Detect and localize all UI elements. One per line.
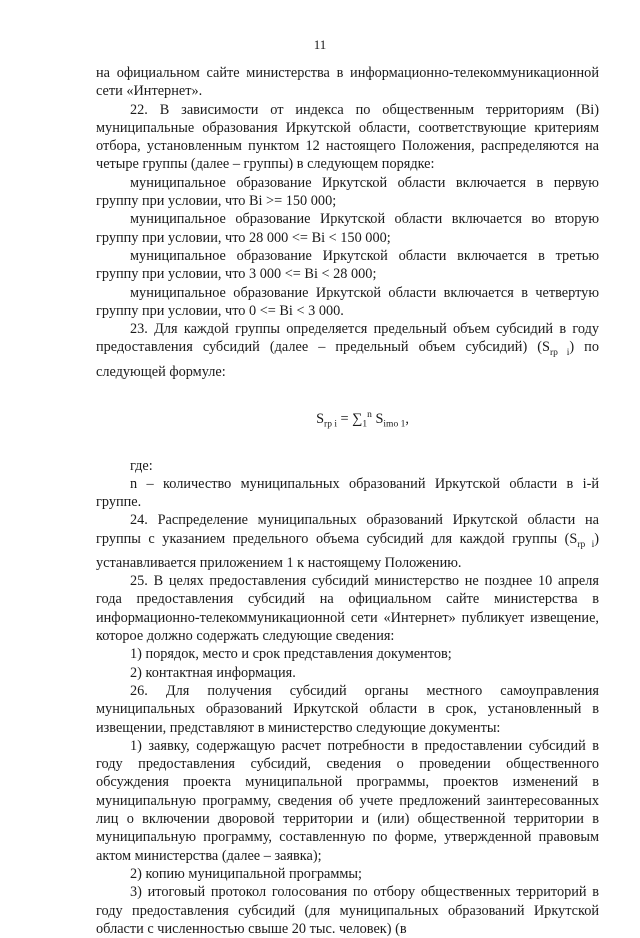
formula-sum-lower: 1: [362, 419, 368, 430]
paragraph-22: 22. В зависимости от индекса по общественным территориям (Bi) муниципальные образования Иркутской области, соответствующие критериям отбора, установленным пунктом 12 настоящего Положения, распределяются на четыре группы (далее – группы) в следующем порядке:: [96, 101, 599, 173]
paragraph-24-text-a: 24. Распределение муниципальных образований Иркутской области на группы с указанием предельного объема субсидий для каждой группы (S: [96, 512, 599, 547]
paragraph-24-subscript: rp i: [577, 539, 595, 550]
paragraph-23-text-b: ) по следующей формуле:: [96, 339, 599, 380]
paragraph-23-text-a: 23. Для каждой группы определяется предельный объем субсидий в году предоставления субсидий (далее – предельный объем субсидий) (S: [96, 321, 599, 356]
group-2-condition: муниципальное образование Иркутской области включается во вторую группу при условии, что 28 000 <= Bi < 150 000;: [96, 211, 599, 246]
paragraph-26-item-3: 3) итоговый протокол голосования по отбору общественных территорий в году предоставления субсидий (для муниципальных образований Иркутской области с численностью свыше 20 тыс. человек) (в: [96, 884, 599, 937]
formula-sum-upper: n: [367, 409, 372, 420]
paragraph-25: 25. В целях предоставления субсидий министерство не позднее 10 апреля года предоставления субсидий на официальном сайте министерства в информационно-телекоммуникационной сети «Интернет» публикует извещение, которое должно содержать следующие сведения:: [96, 573, 599, 645]
formula-where: где:: [130, 457, 153, 474]
group-3-condition: муниципальное образование Иркутской области включается в третью группу при условии, что 3 000 <= Bi < 28 000;: [96, 247, 599, 283]
document-body: [96, 64, 599, 938]
group-1-condition: муниципальное образование Иркутской области включается в первую группу при условии, что Bi >= 150 000;: [96, 174, 599, 210]
formula-sum: = ∑: [336, 410, 363, 427]
paragraph-26: 26. Для получения субсидий органы местного самоуправления муниципальных образований Иркутской области в срок, установленный в извещении, представляют в министерство следующие документы:: [96, 682, 599, 736]
paragraph-26-item-2: 2) копию муниципальной программы;: [130, 865, 362, 882]
page-number: 11: [313, 37, 327, 52]
paragraph-24: [96, 511, 599, 572]
formula-rhs: S: [371, 410, 384, 427]
formula-tail: ,: [405, 410, 409, 427]
formula-lhs: S: [316, 410, 325, 427]
paragraph-25-item-1: 1) порядок, место и срок представления документов;: [130, 646, 452, 663]
paragraph-24-text-b: ) устанавливается приложением 1 к настоящему Положению.: [96, 530, 599, 571]
paragraph-23-subscript: rp i: [549, 348, 570, 359]
formula-n-definition: n – количество муниципальных образований Иркутской области в i-й группе.: [96, 475, 599, 511]
formula-rhs-sub: imo 1: [383, 419, 406, 430]
limit-formula: [96, 405, 599, 435]
paragraph-23: [96, 320, 599, 381]
formula-lhs-sub: rp i: [324, 419, 337, 430]
paragraph-26-item-1: 1) заявку, содержащую расчет потребности в предоставлении субсидий в году предоставления субсидий, сведения о проведении общественного обсуждения проекта муниципальной программы, проектов изменений в муниципальную программу, сведения об учете предложений заинтересованных лиц о включении дворовой территории и (или) общественной территории в муниципальную программу, составленную по форме, утвержденной правовым актом министерства (далее – заявка);: [96, 737, 599, 864]
paragraph-25-item-2: 2) контактная информация.: [130, 664, 296, 681]
paragraph-21-continuation: на официальном сайте министерства в информационно-телекоммуникационной сети «Интернет».: [96, 65, 599, 100]
group-4-condition: муниципальное образование Иркутской области включается в четвертую группу при условии, что 0 <= Bi < 3 000.: [96, 284, 599, 319]
